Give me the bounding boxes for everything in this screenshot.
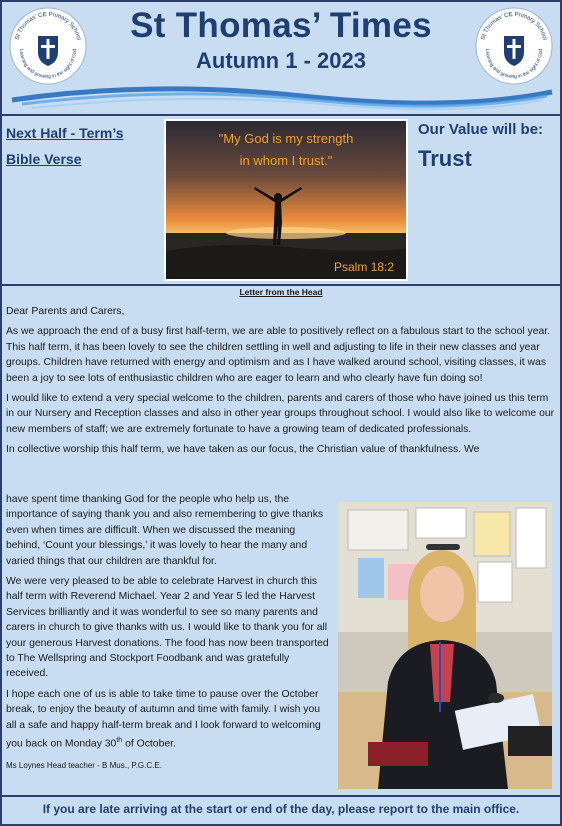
sunset-silhouette-image <box>166 121 406 279</box>
headteacher-photo <box>338 502 552 789</box>
value-word: Trust <box>418 146 472 171</box>
school-logo-right <box>474 6 554 86</box>
newsletter-title: St Thomas’ Times <box>130 6 432 45</box>
letter-paragraph: I would like to extend a very special welcome to the children, parents and carers of those who have joined us this term in our Nursery and Reception classes and also in other year groups throughout school. I would also like to welcome our new members of staff; we are extremely fortunate to have a growing team of dedicated professionals. <box>6 393 555 435</box>
masthead-titles <box>102 6 460 74</box>
footer-divider <box>2 795 560 797</box>
header-divider <box>2 114 560 116</box>
masthead <box>2 2 560 118</box>
logo-text-top: St Thomas' CE Primary School <box>480 11 548 41</box>
section-divider <box>2 284 560 286</box>
letter-greeting: Dear Parents and Carers, <box>6 306 125 317</box>
letter-paragraph <box>6 687 332 752</box>
school-crest-icon <box>474 6 554 86</box>
letter-paragraph: As we approach the end of a busy first half-term, we are able to positively reflect on a fabulous start to the school year. This half term, it has been lovely to see the children settling in well and adjusting to life in their new classes and year groups. Children have returned with energy and optimism and as I have walked around school, visiting classes, it was been a joy to see lots of enthusiastic children who are eager to learn and who clearly have fun doing so! <box>6 326 551 384</box>
issue-label: Autumn 1 - 2023 <box>196 48 366 73</box>
closing-text: I hope each one of us is able to take time to pause over the October break, to enjoy the beauty of autumn and time with family. I wish you all a safe and happy half-term break and I look forward to welcoming you back on Monday 30 <box>6 688 321 750</box>
school-logo-left <box>8 6 88 86</box>
logo-text-bottom: Learning and growing in the sight of God <box>17 48 79 81</box>
logo-text-top: St Thomas' CE Primary School <box>14 11 82 41</box>
bible-verse-reference: Psalm 18:2 <box>333 260 395 274</box>
header-wave-decoration <box>2 76 560 116</box>
logo-text-bottom: Learning and growing in the sight of God <box>483 48 545 81</box>
bible-verse-image <box>164 119 408 281</box>
signature-line: Ms Loynes Head teacher - B Mus., P.G.C.E. <box>6 760 162 770</box>
letter-paragraph: We were very pleased to be able to celebrate Harvest in church this half term with Reverend Michael. Year 2 and Year 5 led the Harvest Services brilliantly and it was wonderful to see so many parents and carers in church to give thanks with us. I would like to thank you for all your generous Harvest donations. The food has now been transported to The Wellspring and Stockport Foodbank and was gratefully received. <box>6 576 329 680</box>
value-label: Our Value will be: <box>418 121 544 138</box>
bible-verse-label-line1: Next Half - Term’s <box>6 125 124 141</box>
school-crest-icon <box>8 6 88 86</box>
bible-verse-line2: in whom I trust." <box>239 153 333 168</box>
letter-body-column <box>6 492 332 773</box>
headteacher-portrait-image <box>338 502 552 789</box>
letter-body-full <box>6 304 556 458</box>
letter-paragraph: have spent time thanking God for the people who help us, the importance of saying thank you and also remembering to give thanks even when times are difficult. When we discussed the meaning behind, ‘Count your blessings,’ it was lovely to hear the many and varied things that our children are thankful for. <box>6 494 324 567</box>
date-ordinal: th <box>116 737 123 745</box>
late-arrival-notice: If you are late arriving at the start or end of the day, please report to the main office. <box>42 802 520 816</box>
bible-verse-label-line2: Bible Verse <box>6 151 82 167</box>
letter-heading: Letter from the Head <box>239 287 323 297</box>
letter-paragraph: In collective worship this half term, we have taken as our focus, the Christian value of thankfulness. We <box>6 444 480 456</box>
closing-text-end: of October. <box>122 738 176 750</box>
bible-verse-line1: "My God is my strength <box>218 131 354 146</box>
bible-verse-label <box>6 120 158 172</box>
